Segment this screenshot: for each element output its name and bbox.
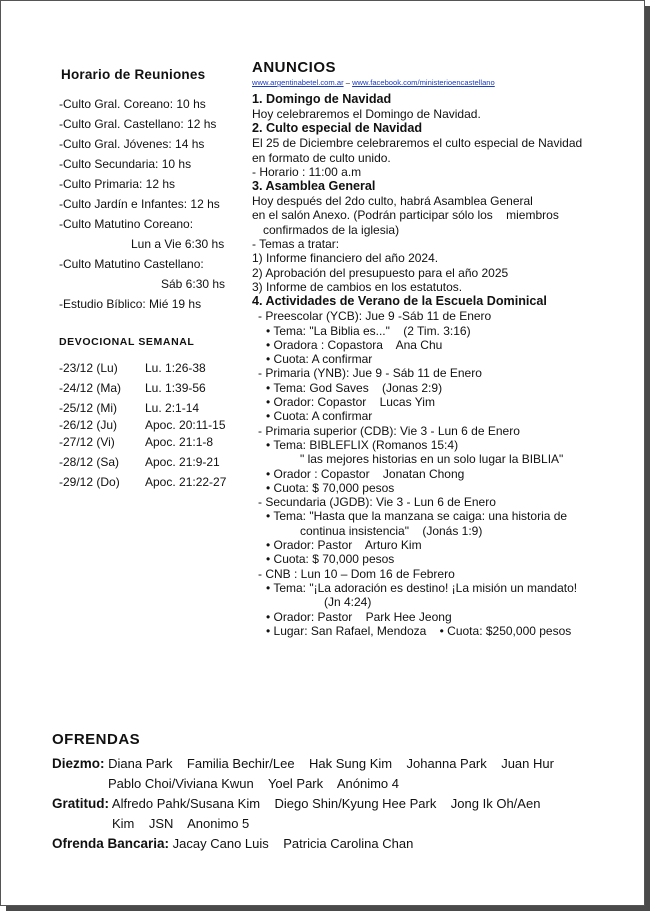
announcement-heading: 1. Domingo de Navidad bbox=[252, 92, 392, 106]
announcement-line: " las mejores historias en un solo lugar la BIBLIA" bbox=[300, 452, 564, 467]
announcement-line: Hoy después del 2do culto, habrá Asamblea General bbox=[252, 194, 533, 209]
gratitud-label: Gratitud: bbox=[52, 796, 109, 811]
schedule-item: Lun a Vie 6:30 hs bbox=[131, 237, 225, 251]
diezmo-label: Diezmo: bbox=[52, 756, 105, 771]
schedule-column bbox=[59, 67, 249, 492]
devotional-ref: Apoc. 20:11-15 bbox=[145, 418, 226, 432]
devotional-ref: Lu. 1:26-38 bbox=[145, 361, 206, 375]
offerings-section bbox=[52, 731, 637, 854]
announcement-line: - Horario : 11:00 a.m bbox=[252, 164, 362, 179]
devotional-row bbox=[59, 418, 249, 432]
announcement-line: 2) Aprobación del presupuesto para el año 2025 bbox=[252, 265, 509, 280]
devotional-row bbox=[59, 398, 249, 418]
bancaria-names: Jacay Cano Luis Patricia Carolina Chan bbox=[172, 836, 414, 851]
bancaria-label: Ofrenda Bancaria: bbox=[52, 836, 170, 851]
offerings-title: OFRENDAS bbox=[52, 731, 141, 748]
devotional-ref: Apoc. 21:22-27 bbox=[145, 475, 227, 489]
announcement-line: • Orador: Copastor Lucas Yim bbox=[266, 395, 435, 410]
devotional-date: -25/12 (Mi) bbox=[59, 401, 118, 415]
schedule-item: Sáb 6:30 hs bbox=[161, 277, 226, 291]
announcement-line: • Tema: "Hasta que la manzana se caiga: una historia de bbox=[266, 509, 568, 524]
announcement-line: - Primaria superior (CDB): Vie 3 - Lun 6 de Enero bbox=[258, 423, 520, 438]
devotional-date: -27/12 (Vi) bbox=[59, 435, 115, 449]
devotional-list bbox=[59, 358, 249, 492]
announcement-line: continua insistencia" (Jonás 1:9) bbox=[300, 523, 483, 538]
announcement-line: 1) Informe financiero del año 2024. bbox=[252, 251, 439, 266]
schedule-item: -Culto Primaria: 12 hs bbox=[59, 177, 176, 191]
diezmo-names-cont: Pablo Choi/Viviana Kwun Yoel Park Anónimo 4 bbox=[108, 776, 400, 791]
announcement-heading: 2. Culto especial de Navidad bbox=[252, 121, 423, 136]
schedule-title: Horario de Reuniones bbox=[61, 67, 206, 82]
devotional-row bbox=[59, 472, 249, 492]
announcement-line: • Orador: Pastor Park Hee Jeong bbox=[266, 609, 452, 624]
announcement-line: - Secundaria (JGDB): Vie 3 - Lun 6 de Enero bbox=[258, 495, 496, 510]
devotional-row bbox=[59, 432, 249, 452]
schedule-item: -Culto Matutino Castellano: bbox=[59, 257, 204, 271]
devotional-date: -23/12 (Lu) bbox=[59, 361, 118, 375]
announcement-line: • Cuota: A confirmar bbox=[266, 409, 373, 424]
bancaria-row bbox=[52, 834, 637, 854]
announcement-line: • Cuota: $ 70,000 pesos bbox=[266, 480, 395, 495]
devotional-date: -26/12 (Ju) bbox=[59, 418, 118, 432]
announcement-heading: 4. Actividades de Verano de la Escuela Dominical bbox=[252, 294, 547, 309]
schedule-item: -Culto Jardín e Infantes: 12 hs bbox=[59, 197, 220, 211]
schedule-item: -Culto Matutino Coreano: bbox=[59, 217, 194, 231]
schedule-item: -Culto Gral. Jóvenes: 14 hs bbox=[59, 137, 205, 151]
announcement-line: - Temas a tratar: bbox=[252, 237, 340, 252]
announcement-line: Hoy celebraremos el Domingo de Navidad. bbox=[252, 107, 481, 121]
schedule-item: -Estudio Bíblico: Mié 19 hs bbox=[59, 297, 202, 311]
announcement-line: (Jn 4:24) bbox=[324, 595, 372, 610]
devotional-row bbox=[59, 358, 249, 378]
announcement-line: • Lugar: San Rafael, Mendoza • Cuota: $250,000 pesos bbox=[266, 623, 572, 638]
schedule-item: -Culto Gral. Coreano: 10 hs bbox=[59, 97, 206, 111]
announcement-heading: 3. Asamblea General bbox=[252, 179, 376, 194]
announcement-line: • Oradora : Copastora Ana Chu bbox=[266, 337, 443, 352]
announcements-title: ANUNCIOS bbox=[252, 59, 337, 76]
announcement-line: - Primaria (YNB): Jue 9 - Sáb 11 de Enero bbox=[258, 366, 482, 381]
link-separator: – bbox=[345, 78, 350, 87]
announcement-line: en formato de culto unido. bbox=[252, 150, 391, 165]
diezmo-names: Diana Park Familia Bechir/Lee Hak Sung Kim Johanna Park Juan Hur bbox=[108, 756, 554, 771]
announcement-line: El 25 de Diciembre celebraremos el culto especial de Navidad bbox=[252, 136, 583, 151]
devotional-row bbox=[59, 378, 249, 398]
devotional-date: -29/12 (Do) bbox=[59, 475, 120, 489]
announcement-line: • Tema: BIBLEFLIX (Romanos 15:4) bbox=[266, 437, 459, 452]
announcement-line: confirmados de la iglesia) bbox=[263, 222, 400, 237]
announcement-line: • Cuota: $ 70,000 pesos bbox=[266, 552, 395, 567]
devotional-ref: Apoc. 21:1-8 bbox=[145, 435, 214, 449]
announcement-list bbox=[252, 92, 637, 638]
gratitud-names: Alfredo Pahk/Susana Kim Diego Shin/Kyung Hee Park Jong Ik Oh/Aen bbox=[111, 796, 541, 811]
announcement-line: - Preescolar (YCB): Jue 9 -Sáb 11 de Enero bbox=[258, 309, 492, 324]
announcement-line: • Orador: Pastor Arturo Kim bbox=[266, 538, 422, 553]
schedule-item: -Culto Gral. Castellano: 12 hs bbox=[59, 117, 217, 131]
website-link[interactable]: www.argentinabetel.com.ar bbox=[252, 78, 344, 87]
devotional-ref: Lu. 1:39-56 bbox=[145, 381, 206, 395]
devotional-title: DEVOCIONAL SEMANAL bbox=[59, 336, 195, 348]
schedule-list bbox=[59, 94, 249, 314]
devotional-ref: Lu. 2:1-14 bbox=[145, 401, 200, 415]
announcement-line: • Tema: "La Biblia es..." (2 Tim. 3:16) bbox=[266, 323, 471, 338]
devotional-date: -28/12 (Sa) bbox=[59, 455, 120, 469]
devotional-ref: Apoc. 21:9-21 bbox=[145, 455, 220, 469]
announcement-line: • Cuota: A confirmar bbox=[266, 352, 373, 367]
announcements-column bbox=[252, 59, 637, 638]
facebook-link[interactable]: www.facebook.com/ministerioencastellano bbox=[352, 78, 495, 87]
announcement-line: en el salón Anexo. (Podrán participar sólo los miembros bbox=[252, 208, 559, 223]
announcement-line: • Tema: "¡La adoración es destino! ¡La misión un mandato! bbox=[266, 580, 578, 595]
announcement-line: • Orador : Copastor Jonatan Chong bbox=[266, 466, 465, 481]
devotional-date: -24/12 (Ma) bbox=[59, 381, 122, 395]
diezmo-row bbox=[52, 754, 637, 774]
announcement-line: - CNB : Lun 10 – Dom 16 de Febrero bbox=[258, 566, 455, 581]
devotional-row bbox=[59, 452, 249, 472]
announcement-line: • Tema: God Saves (Jonas 2:9) bbox=[266, 380, 443, 395]
gratitud-row bbox=[52, 794, 637, 814]
web-links bbox=[252, 78, 637, 87]
announcement-line: 3) Informe de cambios en los estatutos. bbox=[252, 279, 463, 294]
schedule-item: -Culto Secundaria: 10 hs bbox=[59, 157, 192, 171]
gratitud-names-cont: Kim JSN Anonimo 5 bbox=[112, 816, 250, 831]
